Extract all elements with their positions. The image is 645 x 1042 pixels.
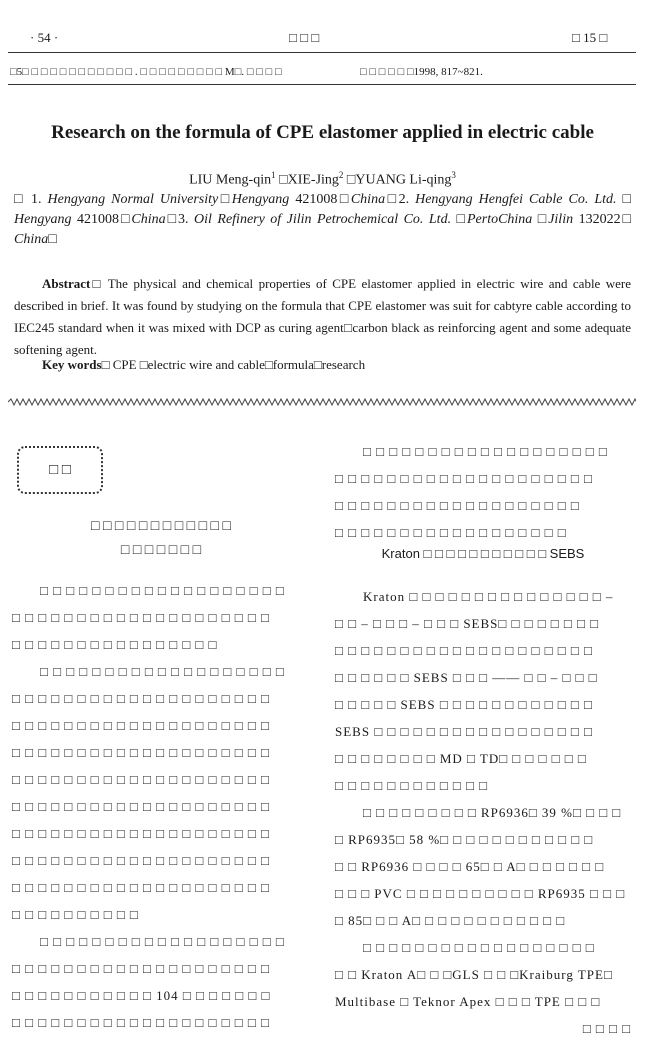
affil-num-1: 1. (31, 192, 48, 207)
left-body-line: □ □ □ □ □ □ □ □ □ □ □ □ □ □ □ □ □ □ □ □ (12, 799, 270, 814)
right-body-line: □ □ □ □ □ □ □ □ □ □ □ □ (335, 778, 488, 793)
right-body-line: □ □ □ □ □ SEBS □ □ □ □ □ □ □ □ □ □ □ □ (335, 697, 593, 712)
right-top-line: □ □ □ □ □ □ □ □ □ □ □ □ □ □ □ □ □ □ □ □ (335, 471, 593, 486)
affil-zip-1: 421008 (295, 192, 338, 207)
affil-text-2b: □China□ (119, 212, 179, 227)
left-body-line: □ □ □ □ □ □ □ □ □ □ □ □ □ □ □ □ □ □ □ □ (12, 853, 270, 868)
reference-left: □5□ □ □ □ □ □ □ □ □ □ □ □ . □ □ □ □ □ □ □ □ □ M□. □ □ □ □ (10, 66, 282, 78)
header-rule (8, 52, 636, 53)
left-body-line: □ □ □ □ □ □ □ □ □ □ □ □ □ □ □ □ □ □ □ □ (12, 880, 270, 895)
keywords-text: CPE □electric wire and cable□formula□research (109, 357, 366, 372)
right-body-line: □ □ – □ □ □ – □ □ □ SEBS□ □ □ □ □ □ □ □ (335, 616, 599, 631)
affil-text-2: Hengyang Hengfei Cable Co. Ltd. □ Hengyang (14, 192, 632, 227)
affil-text-3: Oil Refinery of Jilin Petrochemical Co. Ltd. □PertoChina □Jilin (194, 212, 579, 227)
affil-num-3: 3. (178, 212, 195, 227)
author-3-mark: 3 (451, 170, 456, 180)
right-column-body (335, 583, 631, 1042)
left-body-line: □ □ □ □ □ □ □ □ □ □ (12, 907, 139, 922)
left-body-line: □ □ □ □ □ □ □ □ □ □ □ □ □ □ □ □ □ □ □ □ (12, 1015, 270, 1030)
affiliation (14, 190, 631, 250)
left-heading-line-1: □ □ □ □ □ □ □ □ □ □ □ □ (91, 519, 231, 534)
left-body-line: □ □ □ □ □ □ □ □ □ □ □ □ □ □ □ □ □ □ □ (40, 664, 285, 679)
left-body-line: □ □ □ □ □ □ □ □ □ □ □ □ □ □ □ □ □ □ □ □ (12, 718, 270, 733)
author-3: YUANG Li-qing (355, 172, 452, 188)
right-body-line: □ □ □ □ □ □ □ □ □ RP6936□ 39 %□ □ □ □ (363, 805, 622, 820)
reference-rule (8, 84, 636, 85)
right-body-line: □ □ RP6936 □ □ □ □ 65□ □ A□ □ □ □ □ □ □ (335, 859, 605, 874)
left-column-body (12, 577, 310, 1036)
author-sep-1: □ (275, 172, 288, 188)
left-body-line: □ □ □ □ □ □ □ □ □ □ □ □ □ □ □ □ □ □ □ (40, 583, 285, 598)
right-body-line: □ □ □ □ (582, 1021, 631, 1036)
right-body-line: SEBS □ □ □ □ □ □ □ □ □ □ □ □ □ □ □ □ □ (335, 724, 593, 739)
left-body-line: □ □ □ □ □ □ □ □ □ □ □ □ □ □ □ □ □ □ □ (40, 934, 285, 949)
section-box (17, 446, 103, 494)
left-heading (0, 515, 322, 563)
kraton-section-heading: Kraton □ □ □ □ □ □ □ □ □ □ □ SEBS (381, 546, 585, 561)
reference-right: □ □ □ □ □ □1998, 817~821. (360, 66, 483, 78)
right-top-line: □ □ □ □ □ □ □ □ □ □ □ □ □ □ □ □ □ □ □ (335, 498, 580, 513)
left-body-line: □ □ □ □ □ □ □ □ □ □ □ □ □ □ □ □ □ □ □ □ (12, 772, 270, 787)
paper-title: Research on the formula of CPE elastomer applied in electric cable (51, 122, 594, 143)
right-body-line: □ □ □ □ □ □ SEBS □ □ □ —— □ □ – □ □ □ (335, 670, 598, 685)
keywords (42, 357, 365, 373)
right-body-line: □ □ Kraton A□ □ □GLS □ □ □Kraiburg TPE□ (335, 967, 613, 982)
author-1-mark: 1 (271, 170, 276, 180)
right-body-line: □ □ □ □ □ □ □ □ □ □ □ □ □ □ □ □ □ □ □ □ (335, 643, 593, 658)
affil-text-3b: □ China□ (14, 212, 632, 247)
author-sep-2: □ (343, 172, 356, 188)
left-body-line: □ □ □ □ □ □ □ □ □ □ □ □ □ □ □ □ (12, 637, 218, 652)
left-heading-line-2: □ □ □ □ □ □ □ (120, 543, 202, 558)
abstract-label: Abstract□ (42, 276, 103, 291)
left-body-line: □ □ □ □ □ □ □ □ □ □ □ □ □ □ □ □ □ □ □ □ (12, 745, 270, 760)
left-body-line: □ □ □ □ □ □ □ □ □ □ □ □ □ □ □ □ □ □ □ □ (12, 961, 270, 976)
zigzag-divider (8, 398, 636, 406)
author-2-mark: 2 (338, 170, 344, 180)
right-top-line: □ □ □ □ □ □ □ □ □ □ □ □ □ □ □ □ □ □ □ (363, 444, 608, 459)
keywords-label: Key words□ (42, 357, 110, 372)
right-body-line: □ RP6935□ 58 %□ □ □ □ □ □ □ □ □ □ □ □ (335, 832, 594, 847)
right-column-top (335, 438, 631, 546)
abstract (14, 273, 631, 361)
journal-name: □ □ □ (289, 30, 320, 45)
right-body-line: Kraton □ □ □ □ □ □ □ □ □ □ □ □ □ □ □ – (363, 589, 614, 604)
affil-num-2: 2. (398, 192, 416, 207)
right-body-line: □ □ □ PVC □ □ □ □ □ □ □ □ □ □ RP6935 □ □ □ (335, 886, 626, 901)
affil-open: □ (14, 192, 32, 207)
affil-text-1b: □China□ (337, 192, 399, 207)
author-1: LIU Meng-qin (189, 172, 272, 188)
section-box-label: □ □ (49, 462, 71, 478)
left-body-line: □ □ □ □ □ □ □ □ □ □ □ 104 □ □ □ □ □ □ □ (12, 988, 271, 1003)
left-body-line: □ □ □ □ □ □ □ □ □ □ □ □ □ □ □ □ □ □ □ □ (12, 691, 270, 706)
page-number: · 54 · (30, 30, 59, 45)
right-body-line: Multibase □ Teknor Apex □ □ □ TPE □ □ □ (335, 994, 601, 1009)
right-body-line: □ 85□ □ □ A□ □ □ □ □ □ □ □ □ □ □ □ (335, 913, 566, 928)
right-body-line: □ □ □ □ □ □ □ □ □ □ □ □ □ □ □ □ □ □ (363, 940, 595, 955)
affil-zip-3: 132022 (578, 212, 621, 227)
abstract-text: The physical and chemical properties of CPE elastomer applied in electric wire and cable were described in brief. It was found by studying on the formula that CPE elastomer was suit for cabtyre cable according to IEC245 standard when it was mixed with DCP as curing agent□carbon black as reinforcing agent and some adequate softening agent. (14, 276, 631, 357)
author-list (0, 170, 645, 189)
left-body-line: □ □ □ □ □ □ □ □ □ □ □ □ □ □ □ □ □ □ □ □ (12, 610, 270, 625)
volume-label: □ 15 □ (572, 30, 608, 45)
affil-text-1: Hengyang Normal University□Hengyang (47, 192, 296, 207)
right-body-line: □ □ □ □ □ □ □ □ MD □ TD□ □ □ □ □ □ □ (335, 751, 587, 766)
author-2: XIE-Jing (287, 172, 339, 188)
affil-zip-2: 421008 (77, 212, 120, 227)
left-body-line: □ □ □ □ □ □ □ □ □ □ □ □ □ □ □ □ □ □ □ □ (12, 826, 270, 841)
right-top-line: □ □ □ □ □ □ □ □ □ □ □ □ □ □ □ □ □ □ (335, 525, 567, 540)
